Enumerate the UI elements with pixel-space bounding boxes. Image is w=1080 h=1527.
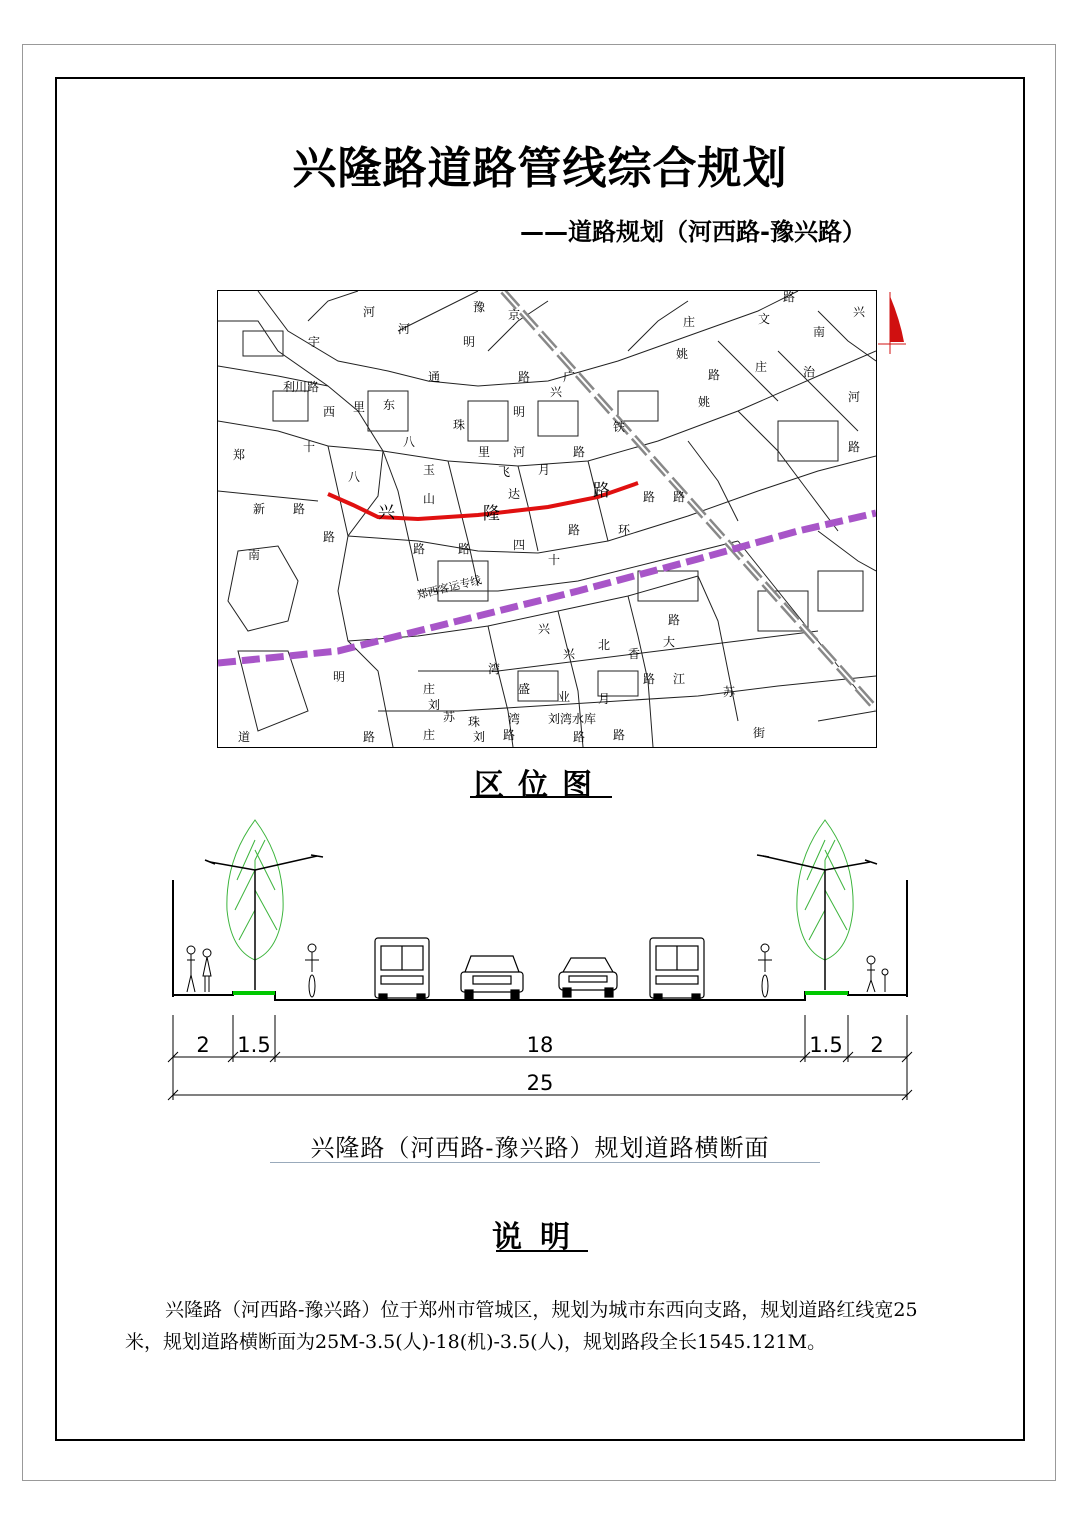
- map-label: 十: [548, 553, 561, 567]
- street-lamp-icon: [205, 855, 323, 990]
- map-label: 珠: [453, 418, 466, 432]
- map-label: 治: [803, 365, 816, 379]
- cross-section-caption-underline: [270, 1162, 820, 1163]
- map-label: 月: [598, 692, 611, 706]
- bus-icon: [375, 938, 429, 1000]
- map-label: 京: [508, 308, 521, 322]
- map-label: 道: [238, 730, 251, 744]
- page-title: 兴隆路道路管线综合规划: [292, 143, 788, 194]
- map-label: 姚: [698, 395, 711, 409]
- map-label: 路: [643, 672, 656, 686]
- map-label: 路: [668, 613, 681, 627]
- north-arrow-icon: [878, 292, 908, 362]
- map-label: 路: [643, 490, 656, 504]
- map-label: 大: [663, 635, 676, 649]
- map-label: 兴: [550, 385, 563, 399]
- map-label: 西: [323, 405, 336, 419]
- cyclist-icon: [758, 944, 772, 997]
- map-label: 苏: [723, 685, 736, 699]
- map-label: 盛: [518, 682, 531, 696]
- map-label: 路: [848, 440, 861, 454]
- map-label: 东: [383, 398, 396, 412]
- map-label: 路: [568, 523, 581, 537]
- map-label: 路: [673, 490, 686, 504]
- map-label: 河: [363, 305, 376, 319]
- map-label: 街: [753, 726, 766, 740]
- cross-section-drawing: [165, 800, 915, 1110]
- map-label: 香: [628, 647, 641, 661]
- map-label: 文: [758, 312, 771, 326]
- map-label: 南: [248, 548, 261, 562]
- map-caption: 区位图: [474, 768, 606, 803]
- map-label: 路: [708, 368, 721, 382]
- bus-icon: [650, 938, 704, 1000]
- map-label: 河: [398, 322, 411, 336]
- map-label: 庄: [423, 682, 436, 696]
- dim-carriageway: 18: [526, 1033, 554, 1057]
- map-label: 姚: [676, 347, 689, 361]
- map-label: 里: [353, 400, 366, 414]
- map-label: 郑西客运专线: [415, 573, 483, 602]
- car-icon: [461, 956, 523, 999]
- map-label: 利川路: [283, 380, 320, 394]
- map-label: 刘: [428, 698, 441, 712]
- map-label: 兴: [538, 622, 551, 636]
- map-label: 通: [428, 370, 441, 384]
- map-label: 明: [513, 405, 526, 419]
- map-label: 兴: [563, 647, 576, 661]
- map-label: 路: [593, 481, 610, 501]
- map-label: 明: [463, 335, 476, 349]
- map-label: 路: [458, 542, 471, 556]
- cyclist-icon: [305, 944, 319, 997]
- pedestrian-icon: [867, 956, 888, 992]
- map-caption-underline: [470, 796, 612, 798]
- map-label: 郑: [233, 448, 246, 462]
- map-label: 八: [348, 470, 361, 484]
- dim-greenbelt-left: 1.5: [237, 1033, 271, 1057]
- notes-heading-underline: [496, 1250, 588, 1252]
- map-label: 庄: [423, 728, 436, 742]
- dim-sidewalk-left: 2: [196, 1033, 210, 1057]
- map-label: 南: [813, 325, 826, 339]
- map-label: 湾: [488, 662, 501, 676]
- map-label: 业: [558, 690, 571, 704]
- dim-sidewalk-right: 2: [870, 1033, 884, 1057]
- dim-total-width: 25: [526, 1071, 554, 1095]
- map-label: 庄: [755, 360, 768, 374]
- map-label: 隆: [483, 504, 500, 524]
- map-label: 环: [618, 523, 631, 537]
- notes-heading: 说明: [492, 1220, 588, 1255]
- cross-section-caption: 兴隆路（河西路-豫兴路）规划道路横断面: [310, 1134, 770, 1162]
- street-lamp-icon: [757, 855, 877, 990]
- map-label: 八: [403, 435, 416, 449]
- map-label: 四: [513, 538, 526, 552]
- map-label: 路: [573, 730, 586, 744]
- pedestrian-icon: [187, 946, 211, 992]
- map-label: 庄: [683, 315, 696, 329]
- map-label: 铁: [613, 420, 626, 434]
- map-label: 兴: [378, 503, 395, 523]
- dim-greenbelt-right: 1.5: [809, 1033, 843, 1057]
- map-label: 路: [503, 728, 516, 742]
- map-label: 河: [848, 390, 861, 404]
- location-map: [217, 290, 877, 748]
- map-label: 苏: [443, 710, 456, 724]
- car-icon: [559, 958, 617, 997]
- map-label: 河: [513, 445, 526, 459]
- map-label: 路: [363, 730, 376, 744]
- map-label: 山: [423, 492, 436, 506]
- map-label: 里: [478, 445, 491, 459]
- map-label: 路: [573, 445, 586, 459]
- map-label: 路: [293, 502, 306, 516]
- map-label: 达: [508, 487, 521, 501]
- map-label: 飞: [498, 465, 511, 479]
- map-label: 湾: [508, 712, 521, 726]
- map-label: 兴: [853, 305, 866, 319]
- map-label: 豫: [473, 300, 486, 314]
- map-label: 路: [518, 370, 531, 384]
- map-label: 宇: [308, 335, 321, 349]
- map-label: 珠: [468, 715, 481, 729]
- map-label: 十: [303, 440, 316, 454]
- map-label: 北: [598, 638, 611, 652]
- map-label: 广: [563, 370, 576, 384]
- map-label: 新: [253, 502, 266, 516]
- map-label: 江: [673, 672, 686, 686]
- map-label: 明: [333, 670, 346, 684]
- map-canvas: [218, 291, 876, 747]
- page-subtitle: ——道路规划（河西路-豫兴路）: [520, 218, 866, 246]
- map-label: 月: [538, 463, 551, 477]
- map-label: 路: [323, 530, 336, 544]
- map-label: 路: [413, 542, 426, 556]
- map-label: 路: [613, 728, 626, 742]
- map-label: 路: [783, 291, 796, 304]
- map-label: 刘: [473, 730, 486, 744]
- map-label: 刘湾水库: [548, 712, 597, 726]
- map-label: 玉: [423, 463, 436, 477]
- notes-body: 兴隆路（河西路-豫兴路）位于郑州市管城区，规划为城市东西向支路，规划道路红线宽25米，规划道路横断面为25M-3.5(人)-18(机)-3.5(人)，规划路段全长1545.121M。: [125, 1299, 918, 1353]
